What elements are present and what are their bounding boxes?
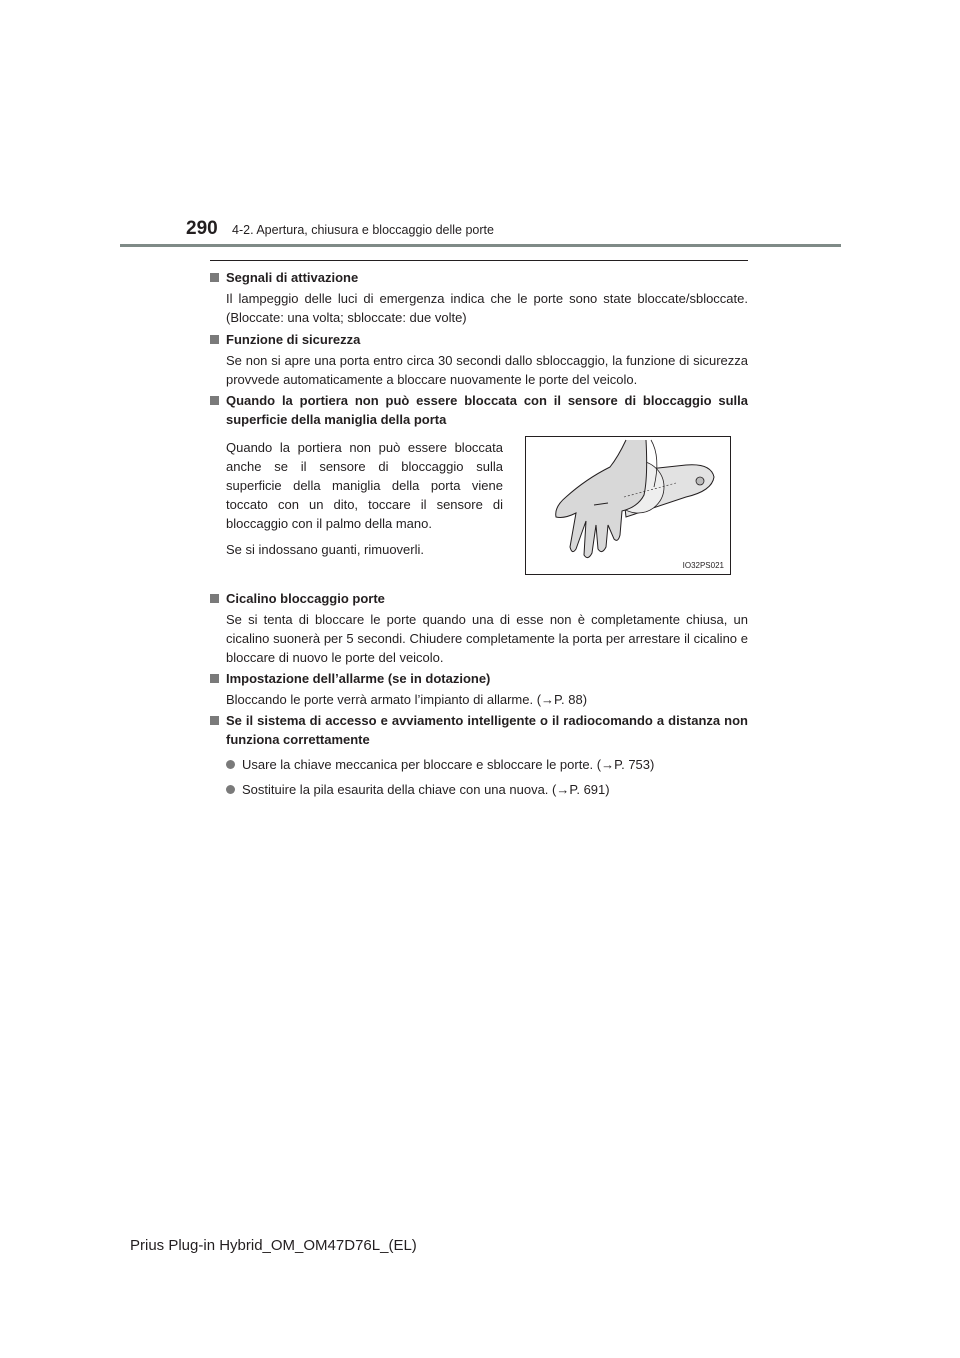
section-smart-entry-malfunction [210,711,748,799]
section-title: Segnali di attivazione [226,270,359,285]
square-bullet-icon [210,335,219,344]
hand-on-door-handle-illustration [525,436,731,575]
section-title: Impostazione dell’allarme (se in dotazione) [226,671,491,686]
section-title: Quando la portiera non può essere bloccata con il sensore di bloccaggio sulla superficie della maniglia della porta [226,393,748,427]
section-safety-function [210,330,748,389]
round-bullet-icon [226,760,235,769]
section-title: Se il sistema di accesso e avviamento intelligente o il radiocomando a distanza non funziona correttamente [226,713,748,747]
list-item-text: Usare la chiave meccanica per bloccare e sbloccare le porte. (→P. 753) [242,757,655,772]
section-alarm-setting [210,669,748,709]
list-item [210,780,748,799]
section-body-note: Se si indossano guanti, rimuoverli. [226,542,424,557]
section-door-lock-buzzer [210,589,748,667]
square-bullet-icon [210,273,219,282]
square-bullet-icon [210,716,219,725]
footer-document-id: Prius Plug-in Hybrid_OM_OM47D76L_(EL) [130,1237,417,1254]
section-title: Funzione di sicurezza [226,332,361,347]
square-bullet-icon [210,674,219,683]
running-header: 4-2. Apertura, chiusura e bloccaggio delle porte [232,223,494,237]
square-bullet-icon [210,594,219,603]
list-item-text: Sostituire la pila esaurita della chiave con una nuova. (→P. 691) [242,782,610,797]
section-body: Bloccando le porte verrà armato l’impianto di allarme. (→P. 88) [226,692,588,707]
section-body: Se non si apre una porta entro circa 30 secondi dallo sbloccaggio, la funzione di sicurezza provvede automaticamente a bloccare nuovamente le porte del veicolo. [226,353,748,387]
hand-illustration-icon [526,437,730,574]
section-divider [210,260,748,261]
header-rule [120,244,841,247]
list-item [210,755,748,774]
section-activation-signals [210,268,748,327]
section-title: Cicalino bloccaggio porte [226,591,385,606]
figure-code: IO32PS021 [682,561,724,570]
section-body: Quando la portiera non può essere bloccata anche se il sensore di bloccaggio sulla superficie della maniglia della porta viene toccato con un dito, toccare il sensore di bloccaggio con il palmo della mano. [226,440,503,531]
square-bullet-icon [210,396,219,405]
page-number: 290 [186,218,218,239]
section-body: Il lampeggio delle luci di emergenza indica che le porte sono state bloccate/sbloccate. (Bloccate: una volta; sbloccate: due volte) [226,291,748,325]
section-body: Se si tenta di bloccare le porte quando una di esse non è completamente chiusa, un cicalino suonerà per 5 secondi. Chiudere completamente la porta per arrestare il cicalino e bloccare di nuovo le porte del veicolo. [226,612,748,665]
round-bullet-icon [226,785,235,794]
